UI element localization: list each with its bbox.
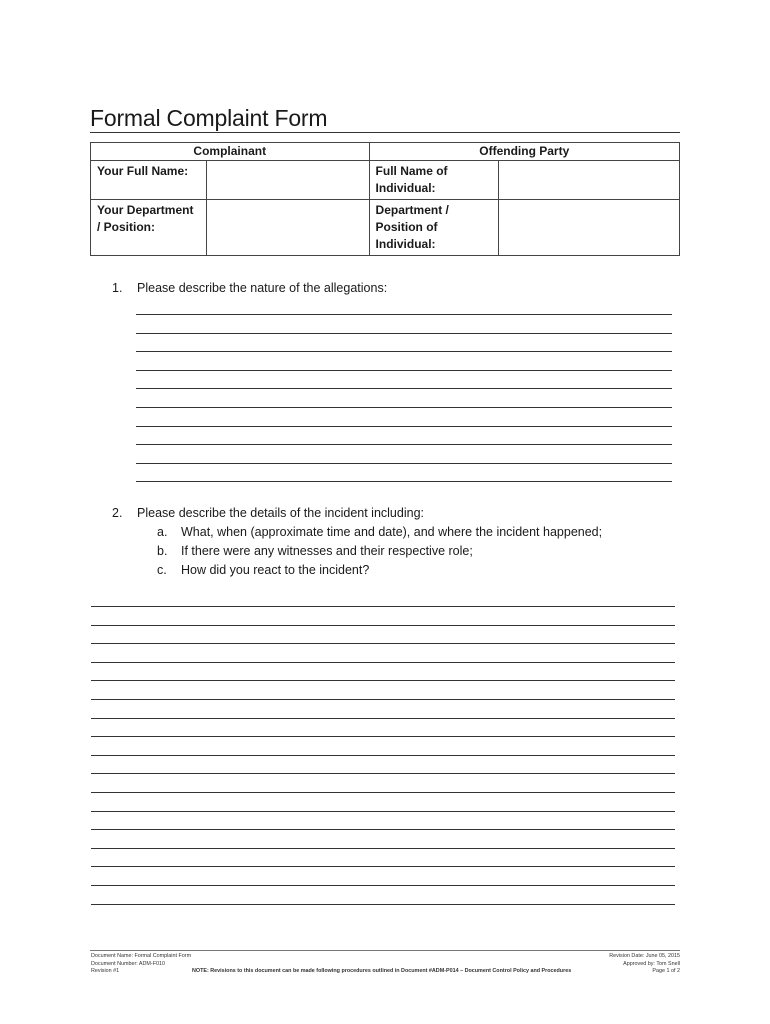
item-letter: c. [157, 563, 167, 577]
answer-line[interactable] [136, 426, 672, 427]
answer-line[interactable] [136, 314, 672, 315]
your-full-name-label: Your Full Name: [91, 161, 207, 200]
footer-doc-name: Document Name: Formal Complaint Form [91, 953, 192, 959]
footer-doc-number: Document Number: ADM-F010 [91, 960, 165, 967]
answer-line[interactable] [91, 811, 675, 812]
offender-department-label: Department / Position of Individual: [369, 200, 499, 256]
question-2-number: 2. [112, 506, 123, 520]
answer-line[interactable] [136, 444, 672, 445]
page-title: Formal Complaint Form [90, 104, 680, 133]
question-1-text: Please describe the nature of the allegations: [137, 281, 388, 295]
offender-department-field[interactable] [499, 200, 680, 256]
footer-approved-by: Approved by: Tom Snell [623, 960, 680, 967]
your-department-field[interactable] [206, 200, 369, 256]
answer-line[interactable] [136, 351, 672, 352]
your-full-name-field[interactable] [206, 161, 369, 200]
answer-line[interactable] [91, 680, 675, 681]
answer-line[interactable] [136, 333, 672, 334]
footer-revision-date: Revision Date: June 05, 2015 [609, 953, 680, 959]
answer-line[interactable] [136, 463, 672, 464]
answer-line[interactable] [91, 699, 675, 700]
answer-line[interactable] [91, 718, 675, 719]
answer-line[interactable] [91, 643, 675, 644]
answer-line[interactable] [91, 792, 675, 793]
answer-line[interactable] [91, 773, 675, 774]
answer-line[interactable] [136, 481, 672, 482]
answer-line[interactable] [136, 370, 672, 371]
item-letter: a. [157, 525, 168, 539]
footer-page: Page 1 of 2 [652, 968, 680, 975]
footer-revision: Revision #1 [91, 968, 120, 975]
offender-full-name-label: Full Name of Individual: [369, 161, 499, 200]
footer-right [609, 953, 680, 976]
your-department-label: Your Department / Position: [91, 200, 207, 256]
answer-line[interactable] [91, 848, 675, 849]
offender-full-name-field[interactable] [499, 161, 680, 200]
answer-line[interactable] [91, 755, 675, 756]
answer-line[interactable] [91, 829, 675, 830]
offending-party-header: Offending Party [369, 143, 679, 161]
item-text: If there were any witnesses and their respective role; [181, 544, 473, 558]
complainant-header: Complainant [91, 143, 370, 161]
question-2-text: Please describe the details of the incident including: [137, 506, 424, 520]
parties-table [90, 142, 680, 256]
item-text: How did you react to the incident? [181, 563, 370, 577]
question-2 [112, 504, 672, 523]
answer-line[interactable] [91, 662, 675, 663]
answer-line[interactable] [136, 407, 672, 408]
answer-line[interactable] [91, 625, 675, 626]
answer-line[interactable] [91, 736, 675, 737]
item-text: What, when (approximate time and date), and where the incident happened; [181, 525, 603, 539]
answer-line[interactable] [91, 885, 675, 886]
document-footer [90, 950, 680, 979]
item-letter: b. [157, 544, 168, 558]
answer-line[interactable] [91, 904, 675, 905]
question-1-number: 1. [112, 281, 123, 295]
footer-left [91, 953, 191, 976]
footer-note: NOTE: Revisions to this document can be made following procedures outlined in Document #ADM-P014 – Document Control Policy and Procedures [192, 968, 572, 974]
answer-line[interactable] [91, 866, 675, 867]
answer-line[interactable] [136, 388, 672, 389]
question-1 [112, 279, 672, 298]
answer-line[interactable] [91, 606, 675, 607]
